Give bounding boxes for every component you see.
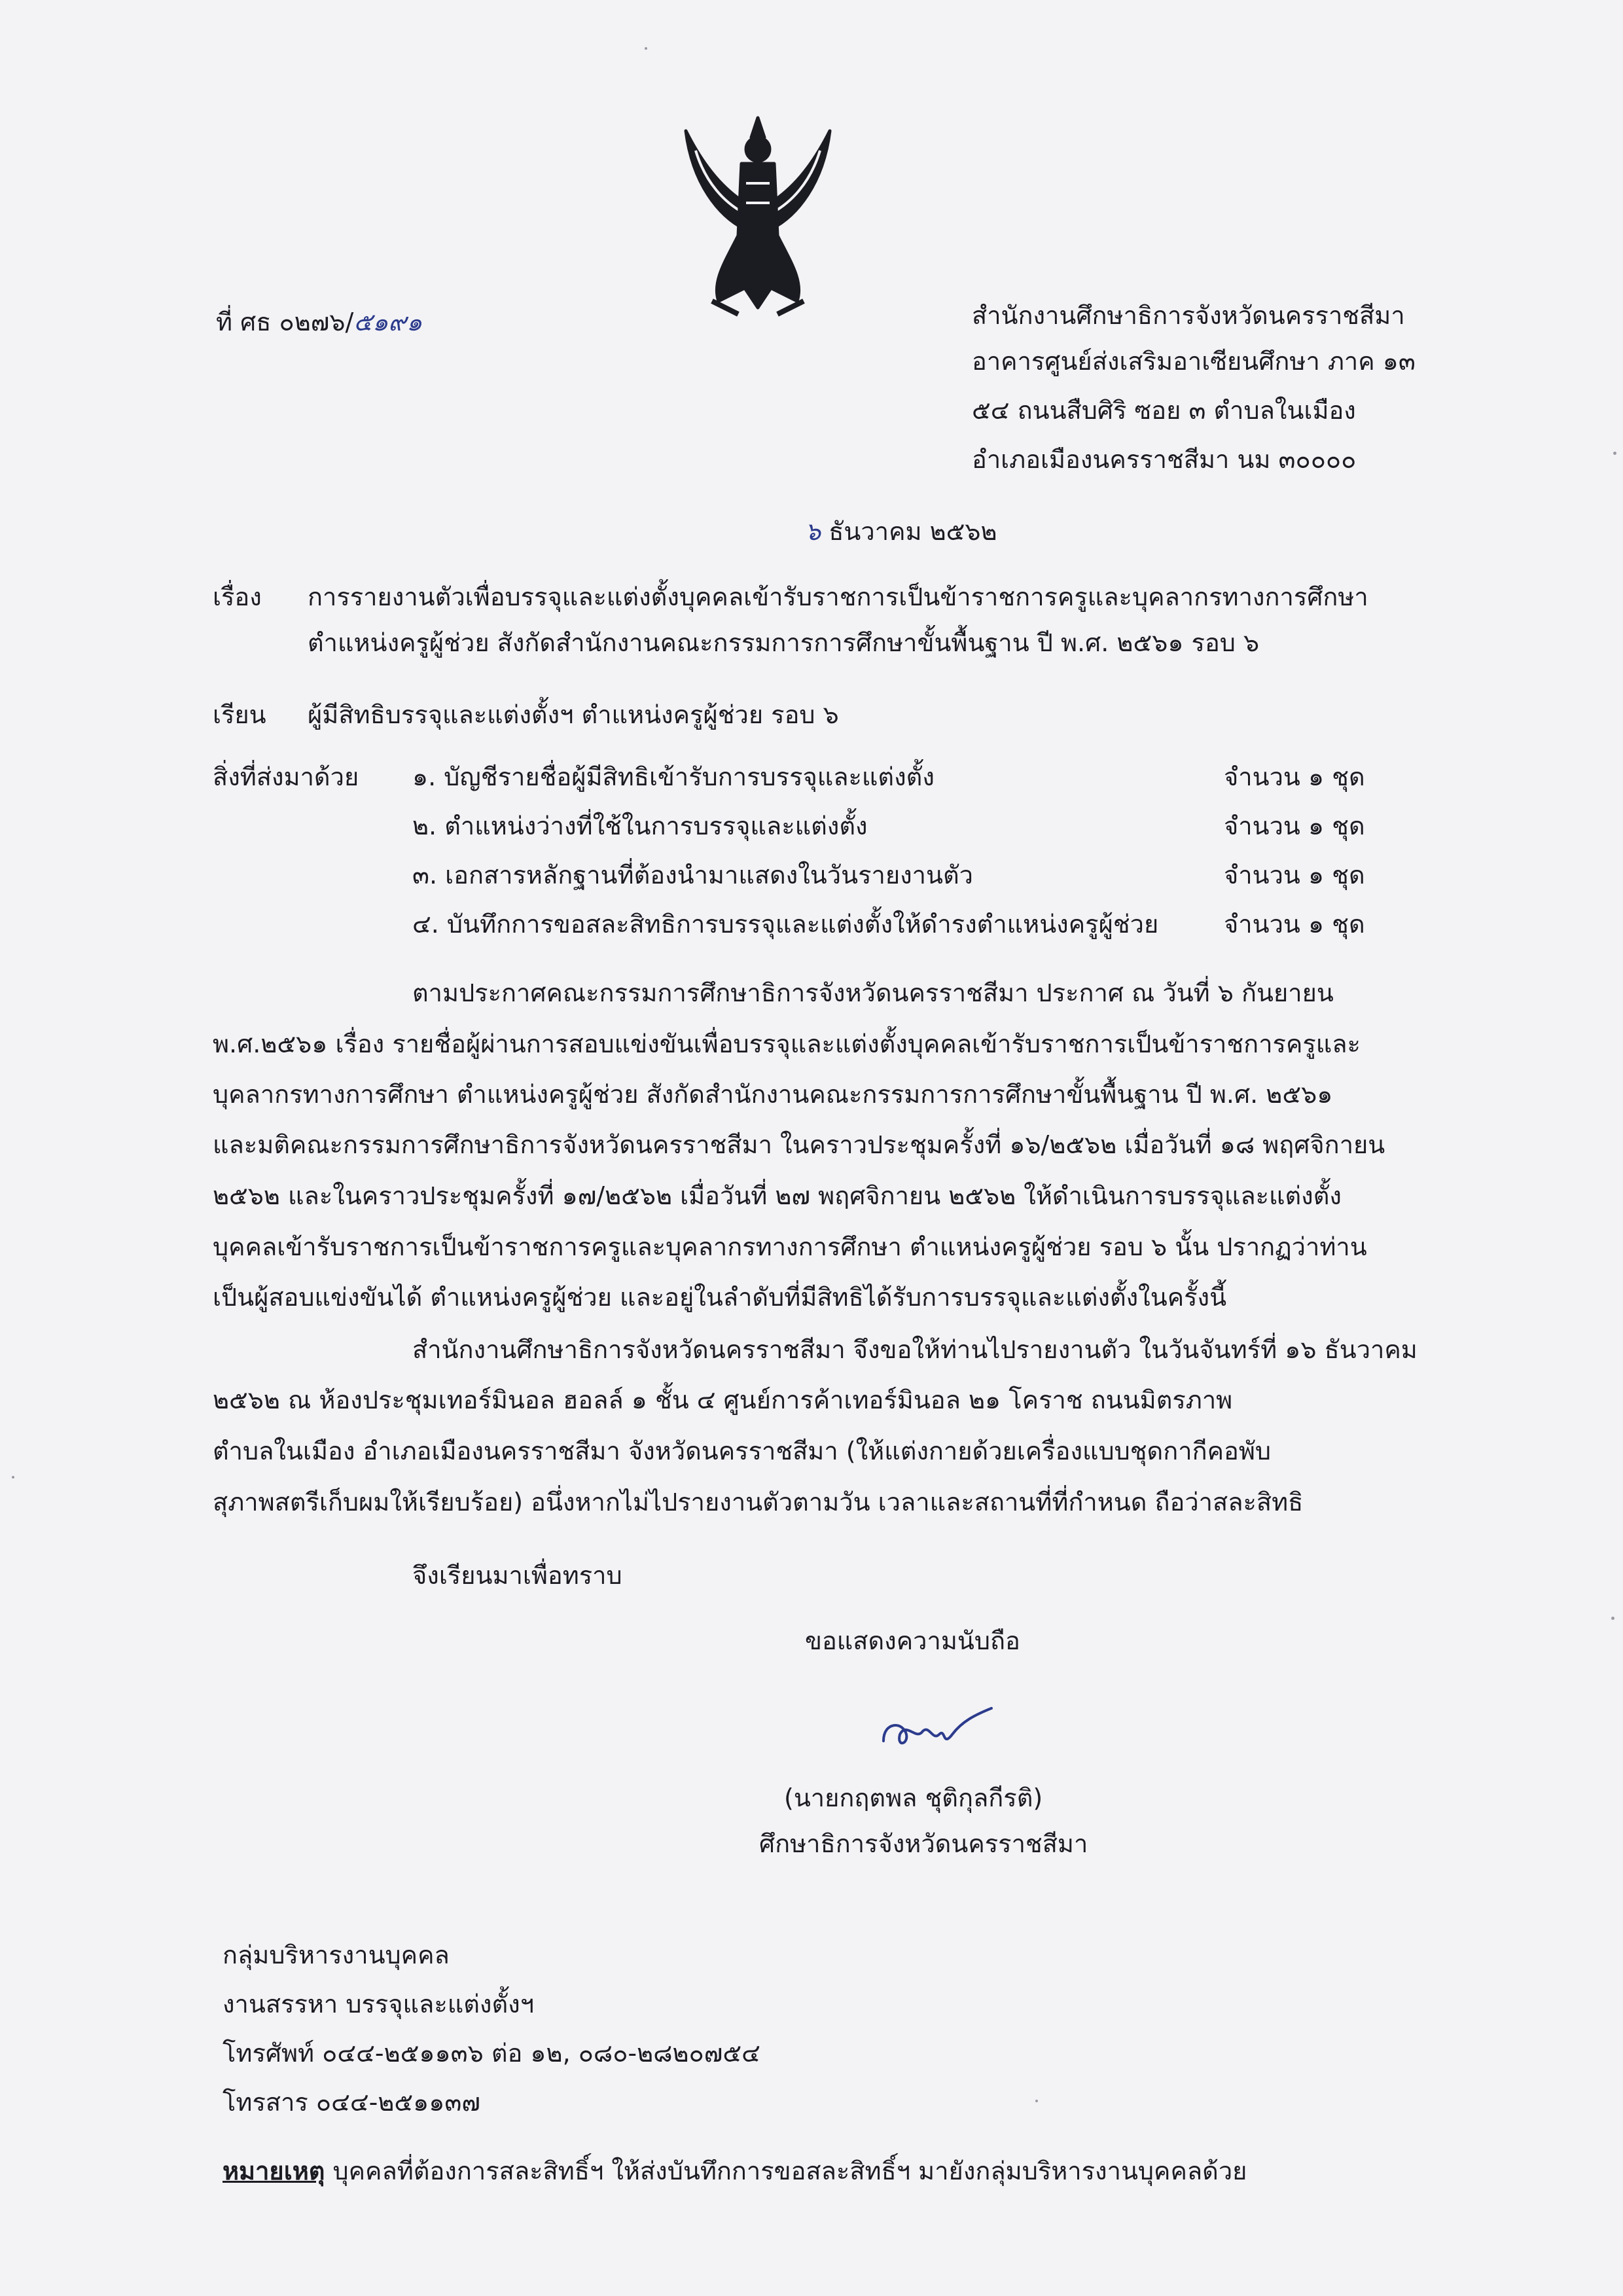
footer-fax: โทรสาร ๐๔๔-๒๕๑๑๓๗ [223,2088,480,2117]
enclosure-qty-2: จำนวน ๑ ชุด [1224,812,1365,840]
subject-line-1: การรายงานตัวเพื่อบรรจุและแต่งตั้งบุคคลเข้ารับราชการเป็นข้าราชการครูและบุคลากรทางการศึกษา [308,583,1368,611]
handwritten-signature [870,1695,1001,1761]
body-para2-line-2: ๒๕๖๒ ณ ห้องประชุมเทอร์มินอล ฮอลล์ ๑ ชั้น ๔ ศูนย์การค้าเทอร์มินอล ๒๑ โคราช ถนนมิตรภาพ [213,1386,1233,1414]
scan-speck [12,1476,14,1479]
scan-speck [1611,1617,1614,1620]
reference-handwritten-number: ๕๑๙๑ [353,308,423,336]
recipient-text: ผู้มีสิทธิบรรจุและแต่งตั้งฯ ตำแหน่งครูผู้ช่วย รอบ ๖ [308,700,839,729]
body-para1-line-2: พ.ศ.๒๕๖๑ เรื่อง รายชื่อผู้ผ่านการสอบแข่งขันเพื่อบรรจุและแต่งตั้งบุคคลเข้ารับราชการเป็นข้าราชการครูและ [213,1030,1361,1058]
note-label: หมายเหตุ [223,2157,325,2185]
office-line-2: อาคารศูนย์ส่งเสริมอาเซียนศึกษา ภาค ๑๓ [972,347,1416,376]
scan-speck [1035,2100,1038,2102]
enclosure-qty-1: จำนวน ๑ ชุด [1224,762,1365,791]
subject-line-2: ตำแหน่งครูผู้ช่วย สังกัดสำนักงานคณะกรรมการการศึกษาขั้นพื้นฐาน ปี พ.ศ. ๒๕๖๑ รอบ ๖ [308,628,1260,657]
signatory-title: ศึกษาธิการจังหวัดนครราชสีมา [759,1829,1088,1858]
letter-date [805,514,997,549]
body-para1-line-7: เป็นผู้สอบแข่งขันได้ ตำแหน่งครูผู้ช่วย และอยู่ในลำดับที่มีสิทธิได้รับการบรรจุและแต่งตั้งในครั้งนี้ [213,1283,1227,1312]
scan-speck [645,47,647,50]
subject-label: เรื่อง [213,583,262,611]
enclosure-item-4: ๔. บันทึกการขอสละสิทธิการบรรจุและแต่งตั้งให้ดำรงตำแหน่งครูผู้ช่วย [412,910,1159,939]
garuda-emblem-icon [673,105,843,327]
office-line-3: ๕๔ ถนนสืบศิริ ซอย ๓ ตำบลในเมือง [972,396,1356,425]
body-para1-line-5: ๒๕๖๒ และในคราวประชุมครั้งที่ ๑๗/๒๕๖๒ เมื่อวันที่ ๒๗ พฤศจิกายน ๒๕๖๒ ให้ดำเนินการบรรจุและแต่งตั้ง [213,1181,1342,1210]
reference-prefix: ที่ ศธ ๐๒๗๖/ [216,308,354,336]
body-para1-line-4: และมติคณะกรรมการศึกษาธิการจังหวัดนครราชสีมา ในคราวประชุมครั้งที่ ๑๖/๒๕๖๒ เมื่อวันที่ ๑๘ พฤศจิกายน [213,1130,1385,1159]
enclosure-item-1: ๑. บัญชีรายชื่อผู้มีสิทธิเข้ารับการบรรจุและแต่งตั้ง [412,762,935,791]
note-text: บุคคลที่ต้องการสละสิทธิ์ฯ ให้ส่งบันทึกการขอสละสิทธิ์ฯ มายังกลุ่มบริหารงานบุคคลด้วย [332,2157,1247,2185]
footer-note [223,2153,1247,2189]
regards-line: ขอแสดงความนับถือ [805,1626,1020,1655]
enclosure-item-2: ๒. ตำแหน่งว่างที่ใช้ในการบรรจุและแต่งตั้ง [412,812,868,840]
footer-section: งานสรรหา บรรจุและแต่งตั้งฯ [223,1990,535,2018]
enclosure-item-3: ๓. เอกสารหลักฐานที่ต้องนำมาแสดงในวันรายงานตัว [412,861,973,889]
office-line-1: สำนักงานศึกษาธิการจังหวัดนครราชสีมา [972,301,1405,330]
office-line-4: อำเภอเมืองนครราชสีมา นม ๓๐๐๐๐ [972,445,1357,474]
date-day-handwritten: ๖ [805,517,821,546]
signatory-name: (นายกฤตพล ชุติกุลกีรติ) [784,1784,1043,1812]
body-para1-line-6: บุคคลเข้ารับราชการเป็นข้าราชการครูและบุคลากรทางการศึกษา ตำแหน่งครูผู้ช่วย รอบ ๖ นั้น ปรากฏว่าท่าน [213,1232,1367,1261]
reference-number [216,304,422,340]
scan-speck [1613,452,1616,455]
closing-line: จึงเรียนมาเพื่อทราบ [412,1561,622,1590]
body-para1-line-1: ตามประกาศคณะกรรมการศึกษาธิการจังหวัดนครราชสีมา ประกาศ ณ วันที่ ๖ กันยายน [412,978,1334,1007]
footer-dept: กลุ่มบริหารงานบุคคล [223,1941,450,1969]
body-para1-line-3: บุคลากรทางการศึกษา ตำแหน่งครูผู้ช่วย สังกัดสำนักงานคณะกรรมการการศึกษาขั้นพื้นฐาน ปี พ.ศ. ๒๕๖๑ [213,1080,1333,1109]
date-month-year: ธันวาคม ๒๕๖๒ [829,517,997,546]
footer-phone: โทรศัพท์ ๐๔๔-๒๕๑๑๓๖ ต่อ ๑๒, ๐๘๐-๒๘๒๐๗๕๔ [223,2039,760,2068]
body-para2-line-1: สำนักงานศึกษาธิการจังหวัดนครราชสีมา จึงขอให้ท่านไปรายงานตัว ในวันจันทร์ที่ ๑๖ ธันวาคม [412,1335,1418,1364]
enclosure-qty-4: จำนวน ๑ ชุด [1224,910,1365,939]
body-para2-line-4: สุภาพสตรีเก็บผมให้เรียบร้อย) อนึ่งหากไม่ไปรายงานตัวตามวัน เวลาและสถานที่ที่กำหนด ถือว่าสละสิทธิ [213,1488,1304,1516]
enclosure-qty-3: จำนวน ๑ ชุด [1224,861,1365,889]
recipient-label: เรียน [213,700,266,729]
body-para2-line-3: ตำบลในเมือง อำเภอเมืองนครราชสีมา จังหวัดนครราชสีมา (ให้แต่งกายด้วยเครื่องแบบชุดกากีคอพับ [213,1437,1271,1465]
enclosures-label: สิ่งที่ส่งมาด้วย [213,762,359,791]
